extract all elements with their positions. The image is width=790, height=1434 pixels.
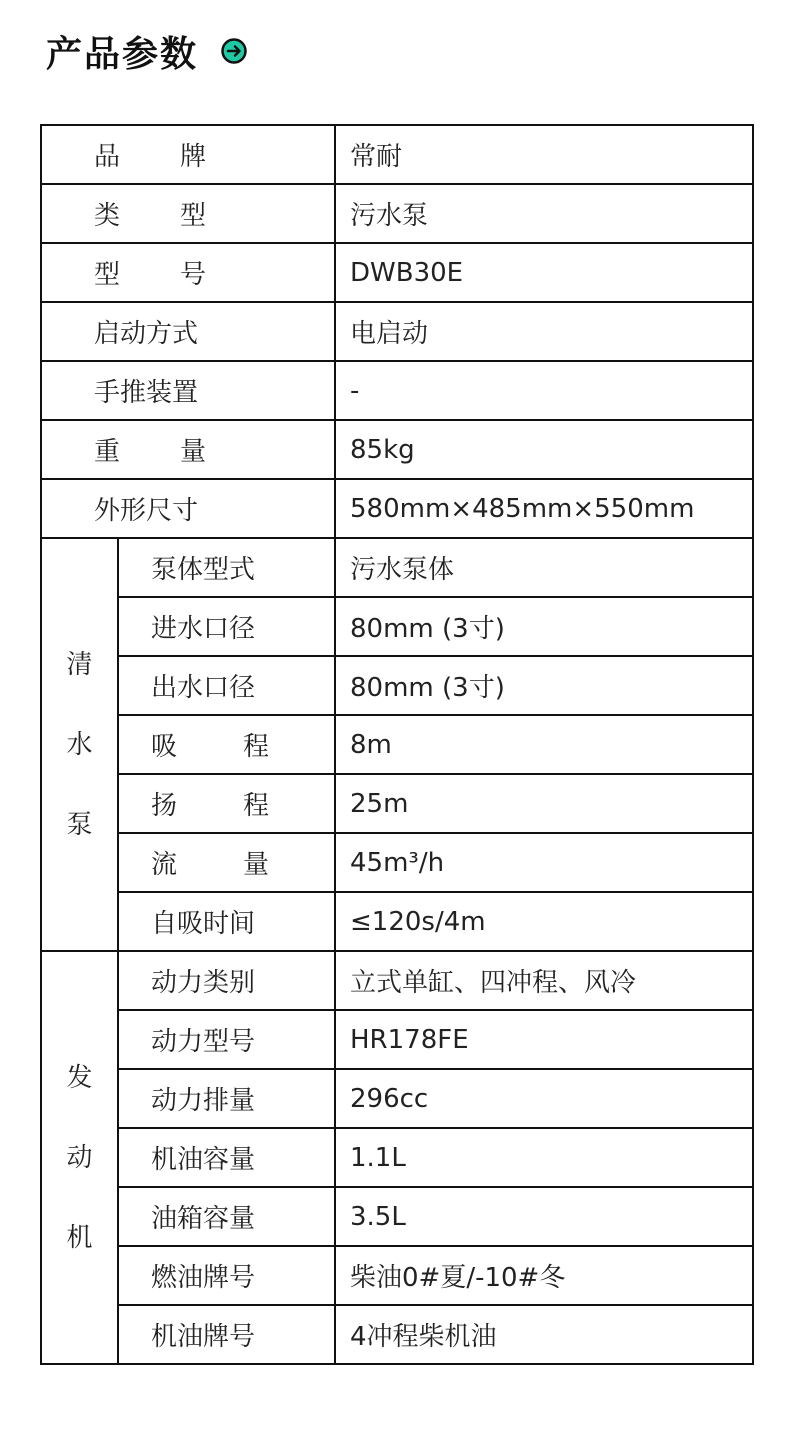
spec-value: DWB30E — [335, 243, 753, 302]
page-title: 产品参数 — [46, 33, 199, 75]
spread-label — [94, 254, 206, 291]
group-char: 动 — [66, 1142, 93, 1173]
spec-label — [41, 184, 335, 243]
spec-sublabel — [118, 715, 335, 774]
spec-sublabel: 机油容量 — [118, 1128, 335, 1187]
spread-label — [94, 136, 206, 173]
label-char: 量 — [242, 850, 269, 880]
spec-value: 4冲程柴机油 — [335, 1305, 753, 1364]
spec-sublabel: 动力型号 — [118, 1010, 335, 1069]
label-char: 量 — [179, 437, 206, 467]
table-row — [41, 243, 753, 302]
label-char: 扬 — [151, 791, 178, 821]
spec-value: 80mm (3寸) — [335, 597, 753, 656]
table-row — [41, 715, 753, 774]
spec-label: 外形尺寸 — [41, 479, 335, 538]
spec-value: 85kg — [335, 420, 753, 479]
spec-value: - — [335, 361, 753, 420]
table-row — [41, 833, 753, 892]
group-label-pump — [41, 538, 118, 951]
spec-value: ≤120s/4m — [335, 892, 753, 951]
table-row — [41, 892, 753, 951]
table-row — [41, 1010, 753, 1069]
group-label-engine — [41, 951, 118, 1364]
spec-sublabel: 出水口径 — [118, 656, 335, 715]
spec-sublabel — [118, 833, 335, 892]
spec-label — [41, 125, 335, 184]
label-char: 型 — [179, 201, 206, 231]
table-row — [41, 479, 753, 538]
spec-value: 296cc — [335, 1069, 753, 1128]
group-char: 泵 — [66, 809, 93, 840]
spec-value: 80mm (3寸) — [335, 656, 753, 715]
table-row — [41, 1187, 753, 1246]
spread-label — [94, 431, 206, 468]
spec-value: 25m — [335, 774, 753, 833]
spec-sublabel: 油箱容量 — [118, 1187, 335, 1246]
spread-label — [151, 785, 269, 822]
spread-label — [151, 844, 269, 881]
spec-value: 3.5L — [335, 1187, 753, 1246]
spec-sublabel: 机油牌号 — [118, 1305, 335, 1364]
spec-sublabel: 燃油牌号 — [118, 1246, 335, 1305]
spec-value: HR178FE — [335, 1010, 753, 1069]
spec-value: 45m³/h — [335, 833, 753, 892]
label-char: 牌 — [179, 142, 206, 172]
label-char: 品 — [94, 142, 121, 172]
label-char: 程 — [242, 791, 269, 821]
spec-table — [40, 124, 754, 1365]
spec-label: 手推装置 — [41, 361, 335, 420]
spread-label — [151, 726, 269, 763]
spec-value: 常耐 — [335, 125, 753, 184]
spec-value: 污水泵体 — [335, 538, 753, 597]
label-char: 程 — [242, 732, 269, 762]
spec-label — [41, 243, 335, 302]
label-char: 型 — [94, 260, 121, 290]
spec-value: 580mm×485mm×550mm — [335, 479, 753, 538]
spec-value: 8m — [335, 715, 753, 774]
table-row — [41, 597, 753, 656]
table-row — [41, 1069, 753, 1128]
table-row — [41, 302, 753, 361]
spec-sublabel: 自吸时间 — [118, 892, 335, 951]
spec-sublabel: 进水口径 — [118, 597, 335, 656]
table-row — [41, 538, 753, 597]
table-row — [41, 1305, 753, 1364]
table-row — [41, 420, 753, 479]
group-char: 机 — [66, 1222, 93, 1253]
table-row — [41, 184, 753, 243]
spread-label — [94, 195, 206, 232]
table-row — [41, 1246, 753, 1305]
spec-value: 立式单缸、四冲程、风冷 — [335, 951, 753, 1010]
spec-sublabel: 泵体型式 — [118, 538, 335, 597]
table-row — [41, 361, 753, 420]
group-char: 水 — [66, 729, 93, 760]
spec-label — [41, 420, 335, 479]
label-char: 号 — [179, 260, 206, 290]
table-row — [41, 774, 753, 833]
table-row — [41, 656, 753, 715]
label-char: 类 — [94, 201, 121, 231]
spec-value: 1.1L — [335, 1128, 753, 1187]
label-char: 流 — [151, 850, 178, 880]
spec-value: 电启动 — [335, 302, 753, 361]
table-row — [41, 1128, 753, 1187]
group-char: 清 — [66, 649, 93, 680]
table-row — [41, 125, 753, 184]
label-char: 吸 — [151, 732, 178, 762]
section-header — [46, 26, 248, 76]
label-char: 重 — [94, 437, 121, 467]
group-char: 发 — [66, 1062, 93, 1093]
spec-sublabel: 动力类别 — [118, 951, 335, 1010]
spec-value: 柴油0#夏/-10#冬 — [335, 1246, 753, 1305]
spec-label: 启动方式 — [41, 302, 335, 361]
spec-sublabel: 动力排量 — [118, 1069, 335, 1128]
table-row — [41, 951, 753, 1010]
spec-value: 污水泵 — [335, 184, 753, 243]
spec-sublabel — [118, 774, 335, 833]
arrow-right-circle-icon[interactable] — [220, 37, 248, 65]
